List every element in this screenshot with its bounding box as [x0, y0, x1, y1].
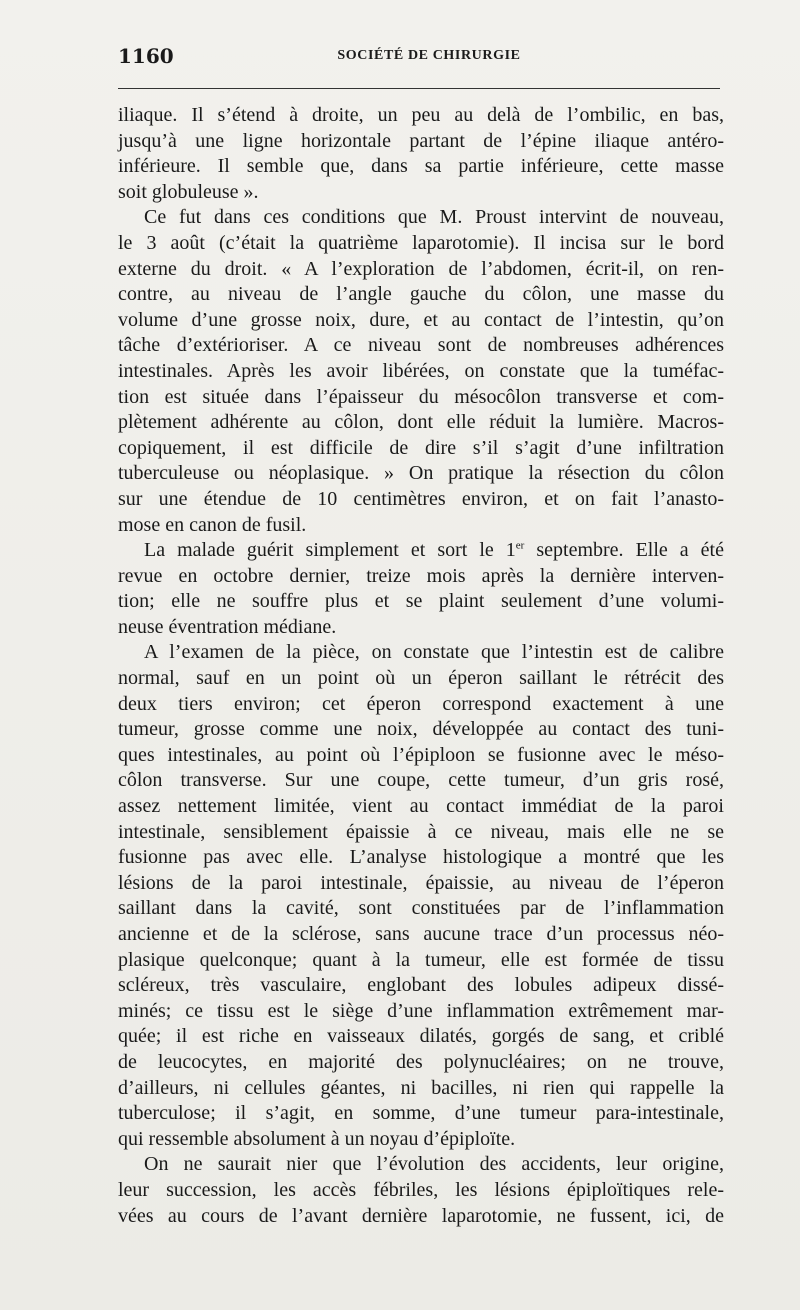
text-line: d’ailleurs, ni cellules géantes, ni bacilles, ni rien qui rappelle la	[118, 1076, 724, 1099]
header-rule	[118, 88, 720, 89]
text-line: fusionne pas avec elle. L’analyse histologique a montré que les	[118, 846, 724, 869]
running-title: SOCIÉTÉ DE CHIRURGIE	[337, 48, 521, 63]
text-line: deux tiers environ; cet éperon correspond exactement à une	[118, 692, 724, 715]
text-line: Ce fut dans ces conditions que M. Proust intervint de nouveau,	[144, 206, 724, 229]
text-line: sur une étendue de 10 centimètres environ, et on fait l’anasto-	[118, 487, 724, 510]
text-line: ancienne et de la sclérose, sans aucune trace d’un processus néo-	[118, 923, 724, 945]
page-number: 1160	[118, 44, 174, 68]
text-line: qui ressemble absolument à un noyau d’épiploïte.	[118, 1127, 516, 1150]
text-line: intestinales. Après les avoir libérées, on constate que la tuméfac-	[118, 359, 724, 382]
ordinal-superscript: er	[515, 539, 525, 552]
text-line: leur succession, les accès fébriles, les lésions épiploïtiques rele-	[118, 1178, 724, 1201]
body-text	[118, 103, 724, 1229]
text-line: soit globuleuse ».	[118, 180, 259, 203]
text-line: copiquement, il est difficile de dire s’il s’agit d’une infiltration	[118, 436, 724, 459]
text-line: On ne saurait nier que l’évolution des accidents, leur origine,	[144, 1153, 724, 1176]
text-line: tion est située dans l’épaisseur du mésocôlon transverse et com-	[118, 385, 724, 408]
text-line: scléreux, très vasculaire, englobant des lobules adipeux dissé-	[118, 974, 724, 997]
text-line: tumeur, grosse comme une noix, développée au contact des tuni-	[118, 718, 724, 741]
paragraph	[118, 538, 724, 640]
text-line: quée; il est riche en vaisseaux dilatés, gorgés de sang, et criblé	[118, 1025, 724, 1048]
text-line: mose en canon de fusil.	[118, 513, 307, 536]
text-line: plètement adhérente au côlon, dont elle réduit la lumière. Macros-	[118, 411, 724, 434]
text-line: assez nettement limitée, vient au contact immédiat de la paroi	[118, 795, 724, 818]
text-line: tion; elle ne souffre plus et se plaint seulement d’une volumi-	[118, 590, 724, 613]
text-line: tâche d’extérioriser. A ce niveau sont de nombreuses adhérences	[118, 334, 724, 357]
text-line: tuberculeuse ou néoplasique. » On pratique la résection du côlon	[118, 462, 724, 485]
text-line: A l’examen de la pièce, on constate que l’intestin est de calibre	[144, 641, 724, 664]
text-line: intestinale, sensiblement épaissie à ce niveau, mais elle ne se	[118, 820, 724, 843]
text-run: La malade guérit simplement et sort le 1	[144, 539, 516, 562]
text-line: de leucocytes, en majorité des polynucléaires; on ne trouve,	[118, 1050, 724, 1073]
text-line: contre, au niveau de l’angle gauche du côlon, une masse du	[118, 283, 724, 306]
text-line: normal, sauf en un point où un éperon saillant le rétrécit des	[118, 667, 724, 690]
text-line: inférieure. Il semble que, dans sa partie inférieure, cette masse	[118, 155, 724, 178]
paragraph	[118, 640, 724, 1152]
text-line: saillant dans la cavité, sont constituées par de l’inflammation	[118, 897, 724, 920]
text-line: plasique quelconque; quant à la tumeur, elle est formée de tissu	[118, 948, 724, 971]
text-line: côlon transverse. Sur une coupe, cette tumeur, d’un gris rosé,	[118, 769, 724, 792]
text-line: jusqu’à une ligne horizontale partant de l’épine iliaque antéro-	[118, 129, 724, 152]
paragraph	[118, 103, 724, 205]
paragraph	[118, 205, 724, 538]
paragraph	[118, 1152, 724, 1229]
text-line: iliaque. Il s’étend à droite, un peu au delà de l’ombilic, en bas,	[118, 104, 724, 126]
text-line: lésions de la paroi intestinale, épaissie, au niveau de l’éperon	[118, 871, 724, 894]
text-line: ques intestinales, au point où l’épiploon se fusionne avec le méso-	[118, 743, 724, 766]
text-run: septembre. Elle a été	[524, 539, 724, 562]
page-header	[118, 44, 720, 80]
text-line: revue en octobre dernier, treize mois après la dernière interven-	[118, 564, 724, 587]
text-line: neuse éventration médiane.	[118, 615, 337, 638]
text-line: le 3 août (c’était la quatrième laparotomie). Il incisa sur le bord	[118, 231, 724, 254]
text-line: minés; ce tissu est le siège d’une inflammation extrêmement mar-	[118, 999, 724, 1022]
text-line: vées au cours de l’avant dernière laparotomie, ne fussent, ici, de	[118, 1204, 724, 1227]
text-line: externe du droit. « A l’exploration de l’abdomen, écrit-il, on ren-	[118, 257, 724, 280]
text-line	[118, 538, 724, 564]
text-line: volume d’une grosse noix, dure, et au contact de l’intestin, qu’on	[118, 308, 724, 331]
text-line: tuberculose; il s’agit, en somme, d’une tumeur para-intestinale,	[118, 1102, 724, 1125]
